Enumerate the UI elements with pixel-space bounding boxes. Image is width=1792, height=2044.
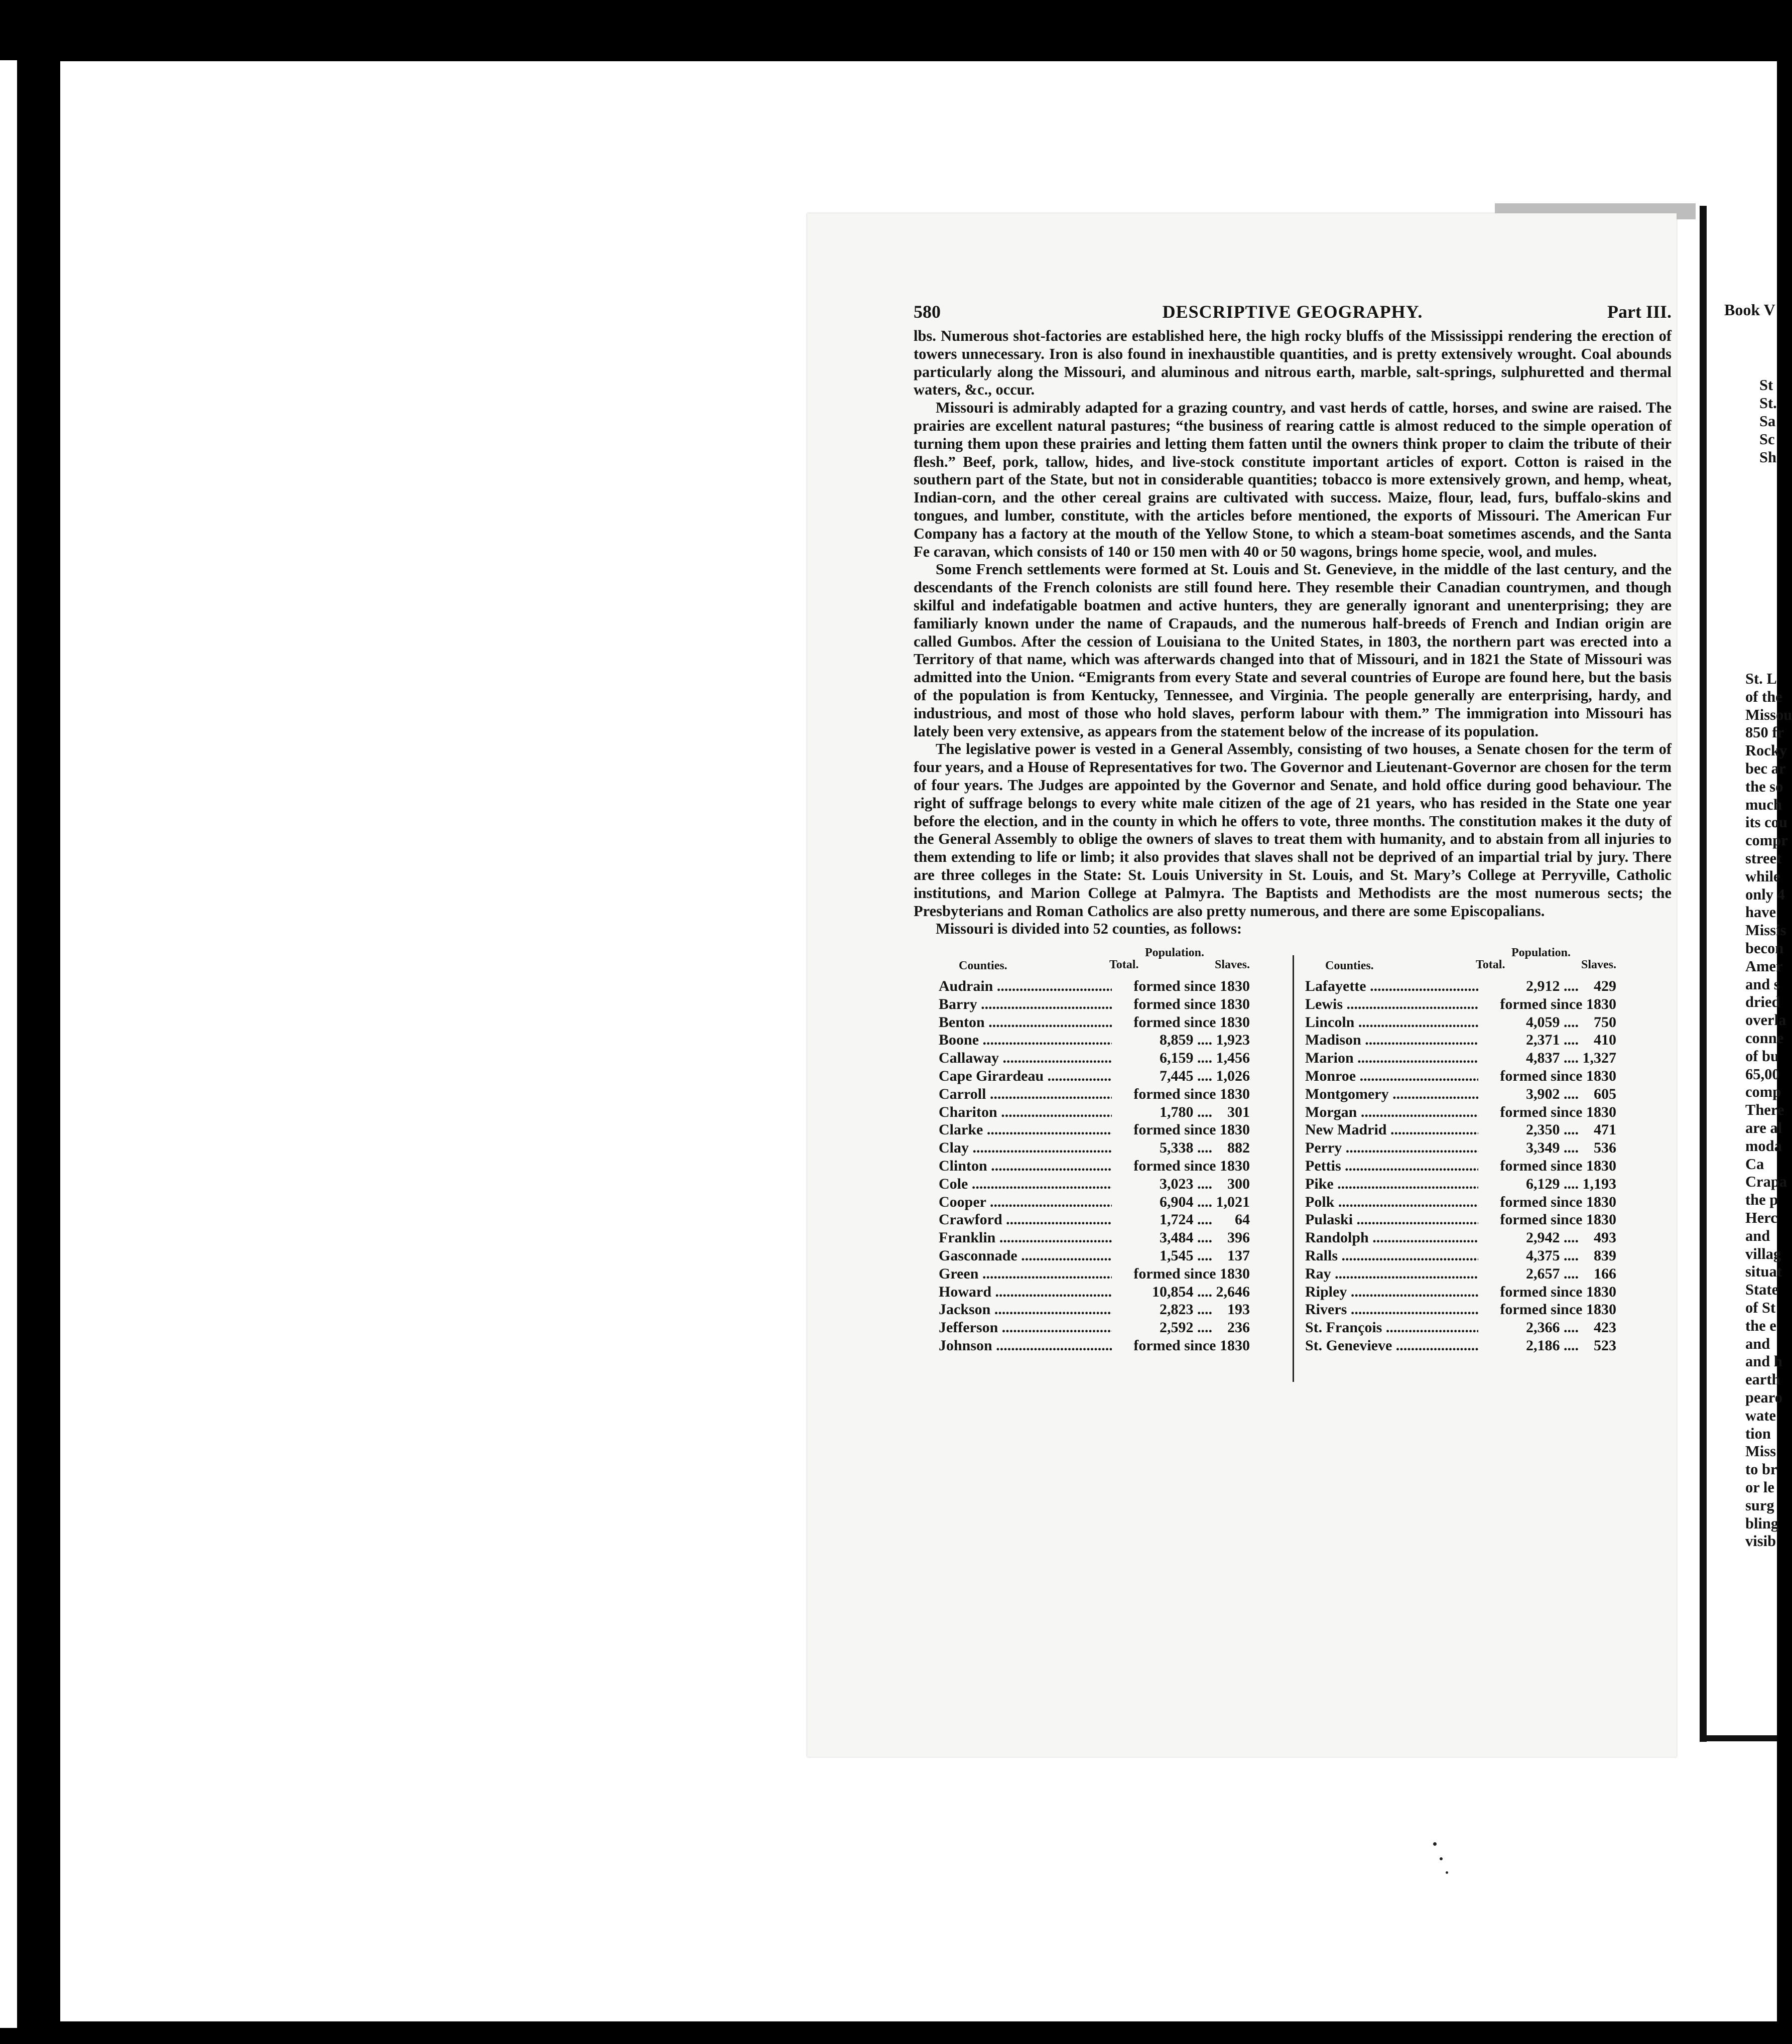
table-row bbox=[1305, 1031, 1616, 1049]
paragraph-minerals: lbs. Numerous shot-factories are established here, the high rocky bluffs of the Mississippi rendering the erection of towers unnecessary. Iron is also found in inexhaustible quantities, and is pretty extensively wrought. Coal abounds particularly along the Missouri, and aluminous and nitrous earth, marble, salt-springs, sulphuretted and thermal waters, &c., occur. bbox=[914, 327, 1672, 399]
table-row bbox=[939, 1319, 1250, 1337]
right-page-line: only 4 bbox=[1745, 885, 1785, 903]
population-value: formed since 1830 bbox=[1112, 1265, 1250, 1283]
table-header bbox=[1305, 946, 1616, 977]
county-name: Clarke ..... bbox=[939, 1121, 1124, 1139]
right-page-list-item: Sa bbox=[1759, 413, 1776, 430]
county-name: Benton ..... bbox=[939, 1013, 1124, 1032]
header-slaves: Slaves. bbox=[1581, 958, 1616, 972]
population-value: formed since 1830 bbox=[1112, 1085, 1250, 1103]
table-row bbox=[939, 1067, 1250, 1085]
page-content bbox=[914, 301, 1672, 1383]
table-row bbox=[1305, 1193, 1616, 1211]
county-name: Jefferson ..... bbox=[939, 1319, 1124, 1337]
county-name: St. François ..... bbox=[1305, 1319, 1491, 1337]
counties-table bbox=[914, 946, 1672, 1383]
right-page-line: of the bbox=[1745, 688, 1782, 705]
header-total: Total. bbox=[1109, 958, 1139, 972]
table-header bbox=[939, 946, 1250, 977]
paragraph-settlements: Some French settlements were formed at St. Louis and St. Genevieve, in the middle of the last century, and the descendants of the French colonists are still found here. They resemble their Canadian countrymen, and though skilful and indefatigable boatmen and active hunters, they are generally ignorant and unenterprising; they are familiarly known under the name of Crapauds, and the numerous half-breeds of French and Indian origin are called Gumbos. After the cession of Louisiana to the United States, in 1803, the northern part was erected into a Territory of that name, which was afterwards changed into that of Missouri, and in 1821 the State of Missouri was admitted into the Union. “Emigrants from every State and several countries of Europe are found here, but the basis of the population is from Kentucky, Tennessee, and Virginia. The people generally are enterprising, hardy, and industrious, and most of those who hold slaves, perform labour with them.” The immigration into Missouri has lately been very extensive, as appears from the statement below of the increase of its population. bbox=[914, 561, 1672, 740]
population-value: 1,780 .... 301 bbox=[1112, 1103, 1250, 1121]
table-row bbox=[939, 1301, 1250, 1319]
header-counties: Counties. bbox=[959, 959, 1007, 973]
population-value: 10,854 .... 2,646 bbox=[1112, 1283, 1250, 1301]
table-row bbox=[939, 977, 1250, 995]
table-row bbox=[1305, 1301, 1616, 1319]
county-name: Polk ..... bbox=[1305, 1193, 1491, 1211]
right-page-line: have bbox=[1745, 904, 1776, 921]
right-page-line: Herc bbox=[1745, 1209, 1777, 1226]
county-name: Randolph ..... bbox=[1305, 1229, 1491, 1247]
page-divider-rule bbox=[1700, 206, 1707, 1742]
right-page-line: 65,00 bbox=[1745, 1065, 1780, 1083]
table-row bbox=[939, 1013, 1250, 1032]
right-page-line: surg bbox=[1745, 1496, 1774, 1514]
header-slaves: Slaves. bbox=[1214, 958, 1250, 972]
table-row bbox=[1305, 1337, 1616, 1355]
county-name: New Madrid ..... bbox=[1305, 1121, 1491, 1139]
right-page-line: becon bbox=[1745, 940, 1784, 957]
table-row bbox=[1305, 1049, 1616, 1067]
table-row bbox=[939, 1229, 1250, 1247]
population-value: formed since 1830 bbox=[1478, 995, 1616, 1013]
right-page-line: pearo bbox=[1745, 1389, 1782, 1406]
right-page-list-item: Sh bbox=[1759, 449, 1776, 466]
table-row bbox=[939, 1157, 1250, 1175]
running-title: DESCRIPTIVE GEOGRAPHY. bbox=[1162, 302, 1423, 322]
county-name: Jackson ..... bbox=[939, 1301, 1124, 1319]
right-page-line: of St bbox=[1745, 1299, 1776, 1316]
right-page-line: bec ar bbox=[1745, 760, 1786, 777]
right-page-line: and bbox=[1745, 1227, 1770, 1244]
right-page-line: overla bbox=[1745, 1011, 1786, 1029]
paragraph-counties-intro: Missouri is divided into 52 counties, as follows: bbox=[936, 920, 1242, 938]
county-name: Chariton ..... bbox=[939, 1103, 1124, 1121]
header-counties: Counties. bbox=[1325, 959, 1374, 973]
table-row bbox=[1305, 1121, 1616, 1139]
right-page-line: St. L bbox=[1745, 670, 1777, 687]
county-name: Madison ..... bbox=[1305, 1031, 1491, 1049]
table-row bbox=[1305, 1211, 1616, 1229]
population-value: formed since 1830 bbox=[1112, 1157, 1250, 1175]
county-name: Callaway ..... bbox=[939, 1049, 1124, 1067]
right-page-line: tion bbox=[1745, 1425, 1771, 1442]
county-name: Pettis ..... bbox=[1305, 1157, 1491, 1175]
population-value: 3,023 .... 300 bbox=[1112, 1175, 1250, 1193]
right-page-list-item: St. bbox=[1759, 395, 1777, 412]
county-name: Monroe ..... bbox=[1305, 1067, 1491, 1085]
population-value: 2,350 .... 471 bbox=[1478, 1121, 1616, 1139]
right-page-line: wate bbox=[1745, 1407, 1776, 1424]
county-name: Boone ..... bbox=[939, 1031, 1124, 1049]
population-value: 1,545 .... 137 bbox=[1112, 1247, 1250, 1265]
population-value: 2,823 .... 193 bbox=[1112, 1301, 1250, 1319]
table-row bbox=[1305, 1265, 1616, 1283]
population-value: formed since 1830 bbox=[1112, 1337, 1250, 1355]
population-value: formed since 1830 bbox=[1478, 1103, 1616, 1121]
right-page-line: visib bbox=[1745, 1532, 1776, 1550]
table-row bbox=[939, 1337, 1250, 1355]
population-value: 3,902 .... 605 bbox=[1478, 1085, 1616, 1103]
population-value: formed since 1830 bbox=[1478, 1157, 1616, 1175]
population-value: 8,859 .... 1,923 bbox=[1112, 1031, 1250, 1049]
table-row bbox=[1305, 1283, 1616, 1301]
right-page-line: much bbox=[1745, 796, 1782, 813]
speck bbox=[1440, 1857, 1443, 1860]
right-page-line: comp bbox=[1745, 1083, 1781, 1101]
county-name: Ripley ..... bbox=[1305, 1283, 1491, 1301]
county-name: Pike ..... bbox=[1305, 1175, 1491, 1193]
county-name: Pulaski ..... bbox=[1305, 1211, 1491, 1229]
table-row bbox=[939, 1085, 1250, 1103]
population-value: formed since 1830 bbox=[1478, 1193, 1616, 1211]
table-row bbox=[939, 1103, 1250, 1121]
county-name: Carroll ..... bbox=[939, 1085, 1124, 1103]
right-page-line: and bbox=[1745, 1335, 1770, 1352]
right-page-list-item: Sc bbox=[1759, 431, 1775, 448]
table-row bbox=[939, 1247, 1250, 1265]
table-row bbox=[939, 1193, 1250, 1211]
population-value: 2,366 .... 423 bbox=[1478, 1319, 1616, 1337]
right-page-line: moda bbox=[1745, 1137, 1782, 1155]
county-name: Lewis ..... bbox=[1305, 995, 1491, 1013]
right-page-line: and h bbox=[1745, 1353, 1782, 1370]
population-value: 5,338 .... 882 bbox=[1112, 1139, 1250, 1157]
right-page-line: or le bbox=[1745, 1479, 1774, 1496]
population-value: formed since 1830 bbox=[1112, 1013, 1250, 1032]
county-name: Cape Girardeau ..... bbox=[939, 1067, 1124, 1085]
county-name: Audrain ..... bbox=[939, 977, 1124, 995]
population-value: 2,942 .... 493 bbox=[1478, 1229, 1616, 1247]
part-label: Part III. bbox=[1607, 302, 1672, 322]
county-name: Johnson ..... bbox=[939, 1337, 1124, 1355]
population-value: 3,349 .... 536 bbox=[1478, 1139, 1616, 1157]
right-page-line: conne bbox=[1745, 1030, 1784, 1047]
county-name: Morgan ..... bbox=[1305, 1103, 1491, 1121]
table-row bbox=[1305, 1229, 1616, 1247]
right-page-line: Missou bbox=[1745, 706, 1792, 723]
population-value: formed since 1830 bbox=[1478, 1301, 1616, 1319]
right-page-line: street bbox=[1745, 850, 1782, 867]
header-population: Population. bbox=[1511, 946, 1571, 960]
county-name: Ralls ..... bbox=[1305, 1247, 1491, 1265]
table-row bbox=[939, 1211, 1250, 1229]
population-value: 2,592 .... 236 bbox=[1112, 1319, 1250, 1337]
right-page-line: Amer bbox=[1745, 957, 1783, 975]
population-value: 2,186 .... 523 bbox=[1478, 1337, 1616, 1355]
county-name: Cole ..... bbox=[939, 1175, 1124, 1193]
population-value: formed since 1830 bbox=[1478, 1211, 1616, 1229]
counties-column-left bbox=[939, 946, 1250, 1355]
right-page-line: State bbox=[1745, 1281, 1779, 1299]
county-name: St. Genevieve ..... bbox=[1305, 1337, 1491, 1355]
right-page-line: the p bbox=[1745, 1191, 1778, 1209]
county-name: Clinton ..... bbox=[939, 1157, 1124, 1175]
county-name: Marion ..... bbox=[1305, 1049, 1491, 1067]
table-row bbox=[1305, 977, 1616, 995]
population-value: 7,445 .... 1,026 bbox=[1112, 1067, 1250, 1085]
county-name: Rivers ..... bbox=[1305, 1301, 1491, 1319]
page-divider-foot bbox=[1700, 1735, 1777, 1741]
population-value: 4,059 .... 750 bbox=[1478, 1013, 1616, 1032]
table-row bbox=[1305, 1175, 1616, 1193]
county-name: Franklin ..... bbox=[939, 1229, 1124, 1247]
right-page-line: its cou bbox=[1745, 814, 1787, 831]
right-page-line: Ca bbox=[1745, 1155, 1764, 1173]
population-value: 4,375 .... 839 bbox=[1478, 1247, 1616, 1265]
right-page-line: the e bbox=[1745, 1317, 1776, 1334]
right-page-line: while bbox=[1745, 867, 1780, 885]
right-page-line: situat bbox=[1745, 1263, 1782, 1281]
table-row bbox=[939, 1175, 1250, 1193]
county-name: Cooper ..... bbox=[939, 1193, 1124, 1211]
table-row bbox=[1305, 1157, 1616, 1175]
paragraph-grazing: Missouri is admirably adapted for a grazing country, and vast herds of cattle, horses, and swine are raised. The prairies are excellent natural pastures; “the business of rearing cattle is almost reduced to the simple operation of turning them upon these prairies and letting them fatten until the owners think proper to claim the tribute of their flesh.” Beef, pork, tallow, hides, and live-stock constitute important articles of export. Cotton is raised in the southern part of the State, but not in considerable quantities; tobacco is more extensively grown, and hemp, wheat, Indian-corn, and the other cereal grains are cultivated with success. Maize, flour, lead, furs, buffalo-skins and tongues, and lumber, constitute, with the articles before mentioned, the exports of Missouri. The American Fur Company has a factory at the mouth of the Yellow Stone, to which a steam-boat sometimes ascends, and the Santa Fe caravan, which consists of 140 or 150 men with 40 or 50 wagons, brings home specie, wool, and mules. bbox=[914, 399, 1672, 560]
county-name: Perry ..... bbox=[1305, 1139, 1491, 1157]
population-value: 2,912 .... 429 bbox=[1478, 977, 1616, 995]
population-value: formed since 1830 bbox=[1478, 1283, 1616, 1301]
right-page-line: to br bbox=[1745, 1461, 1777, 1478]
speck bbox=[1433, 1842, 1437, 1846]
population-value: 6,904 .... 1,021 bbox=[1112, 1193, 1250, 1211]
population-value: 6,159 .... 1,456 bbox=[1112, 1049, 1250, 1067]
right-page-line: earth bbox=[1745, 1371, 1780, 1388]
right-page-line: Rocky bbox=[1745, 742, 1787, 759]
table-row bbox=[939, 995, 1250, 1013]
right-page-line: compr bbox=[1745, 832, 1788, 849]
table-row bbox=[1305, 1319, 1616, 1337]
county-name: Ray ..... bbox=[1305, 1265, 1491, 1283]
counties-column-right bbox=[1305, 946, 1616, 1355]
right-page-line: There bbox=[1745, 1101, 1784, 1119]
film-left-edge bbox=[0, 60, 17, 2028]
paragraph-government: The legislative power is vested in a General Assembly, consisting of two houses, a Senate chosen for the term of four years, and a House of Representatives for two. The Governor and Lieutenant-Governor are chosen for the term of four years. The Judges are appointed by the Governor and Senate, and hold office during good behaviour. The right of suffrage belongs to every white male citizen of the age of 21 years, who has resided in the State one year before the election, and in the county in which he offers to vote, three months. The constitution makes it the duty of the General Assembly to oblige the owners of slaves to treat them with humanity, and to abstain from all injuries to them extending to life or limb; it also provides that slaves shall not be deprived of an impartial trial by jury. There are three colleges in the State: St. Louis University in St. Louis, and St. Mary’s College at Perryville, Catholic institutions, and Marion College at Palmyra. The Baptists and Methodists are the most numerous sects; the Presbyterians and Roman Catholics are also pretty numerous, and there are some Episcopalians. bbox=[914, 740, 1672, 920]
right-page-line: bling bbox=[1745, 1514, 1779, 1532]
county-name: Lincoln ..... bbox=[1305, 1013, 1491, 1032]
table-row bbox=[1305, 1139, 1616, 1157]
right-page-line: dried bbox=[1745, 993, 1780, 1011]
population-value: formed since 1830 bbox=[1112, 1121, 1250, 1139]
right-page-line: and s bbox=[1745, 975, 1780, 993]
population-value: formed since 1830 bbox=[1112, 977, 1250, 995]
right-page-line: Miss bbox=[1745, 1443, 1776, 1460]
county-name: Montgomery ..... bbox=[1305, 1085, 1491, 1103]
county-name: Barry ..... bbox=[939, 995, 1124, 1013]
county-name: Crawford ..... bbox=[939, 1211, 1124, 1229]
right-page-line: are al bbox=[1745, 1119, 1782, 1136]
table-row bbox=[939, 1121, 1250, 1139]
table-row bbox=[939, 1139, 1250, 1157]
population-value: 2,657 .... 166 bbox=[1478, 1265, 1616, 1283]
table-row bbox=[1305, 1013, 1616, 1032]
right-page-line: the so bbox=[1745, 778, 1783, 795]
header-total: Total. bbox=[1476, 958, 1505, 972]
population-value: 2,371 .... 410 bbox=[1478, 1031, 1616, 1049]
table-row bbox=[1305, 1085, 1616, 1103]
right-page-line: villag bbox=[1745, 1245, 1781, 1262]
table-row bbox=[1305, 1103, 1616, 1121]
speck bbox=[1446, 1871, 1448, 1874]
population-value: formed since 1830 bbox=[1112, 995, 1250, 1013]
table-row bbox=[939, 1265, 1250, 1283]
right-page-header: Book V bbox=[1724, 301, 1775, 319]
county-name: Lafayette ..... bbox=[1305, 977, 1491, 995]
county-name: Clay ..... bbox=[939, 1139, 1124, 1157]
population-value: 1,724 .... 64 bbox=[1112, 1211, 1250, 1229]
table-row bbox=[939, 1031, 1250, 1049]
population-value: formed since 1830 bbox=[1478, 1067, 1616, 1085]
population-value: 4,837 .... 1,327 bbox=[1478, 1049, 1616, 1067]
table-row bbox=[1305, 1247, 1616, 1265]
population-value: 6,129 .... 1,193 bbox=[1478, 1175, 1616, 1193]
header-population: Population. bbox=[1144, 946, 1205, 960]
table-row bbox=[939, 1283, 1250, 1301]
table-row bbox=[1305, 995, 1616, 1013]
table-row bbox=[1305, 1067, 1616, 1085]
right-page-list-item: St bbox=[1759, 376, 1773, 394]
right-page-line: Crapa bbox=[1745, 1173, 1787, 1191]
county-name: Gasconnade ..... bbox=[939, 1247, 1124, 1265]
right-page-line: 850 fr bbox=[1745, 724, 1784, 741]
running-header bbox=[914, 301, 1672, 327]
table-column-rule bbox=[1293, 955, 1294, 1382]
table-row bbox=[939, 1049, 1250, 1067]
page-number: 580 bbox=[914, 302, 941, 322]
right-page-line: Missis bbox=[1745, 922, 1786, 939]
population-value: 3,484 .... 396 bbox=[1112, 1229, 1250, 1247]
county-name: Green ..... bbox=[939, 1265, 1124, 1283]
county-name: Howard ..... bbox=[939, 1283, 1124, 1301]
right-page-line: of bu bbox=[1745, 1047, 1779, 1065]
